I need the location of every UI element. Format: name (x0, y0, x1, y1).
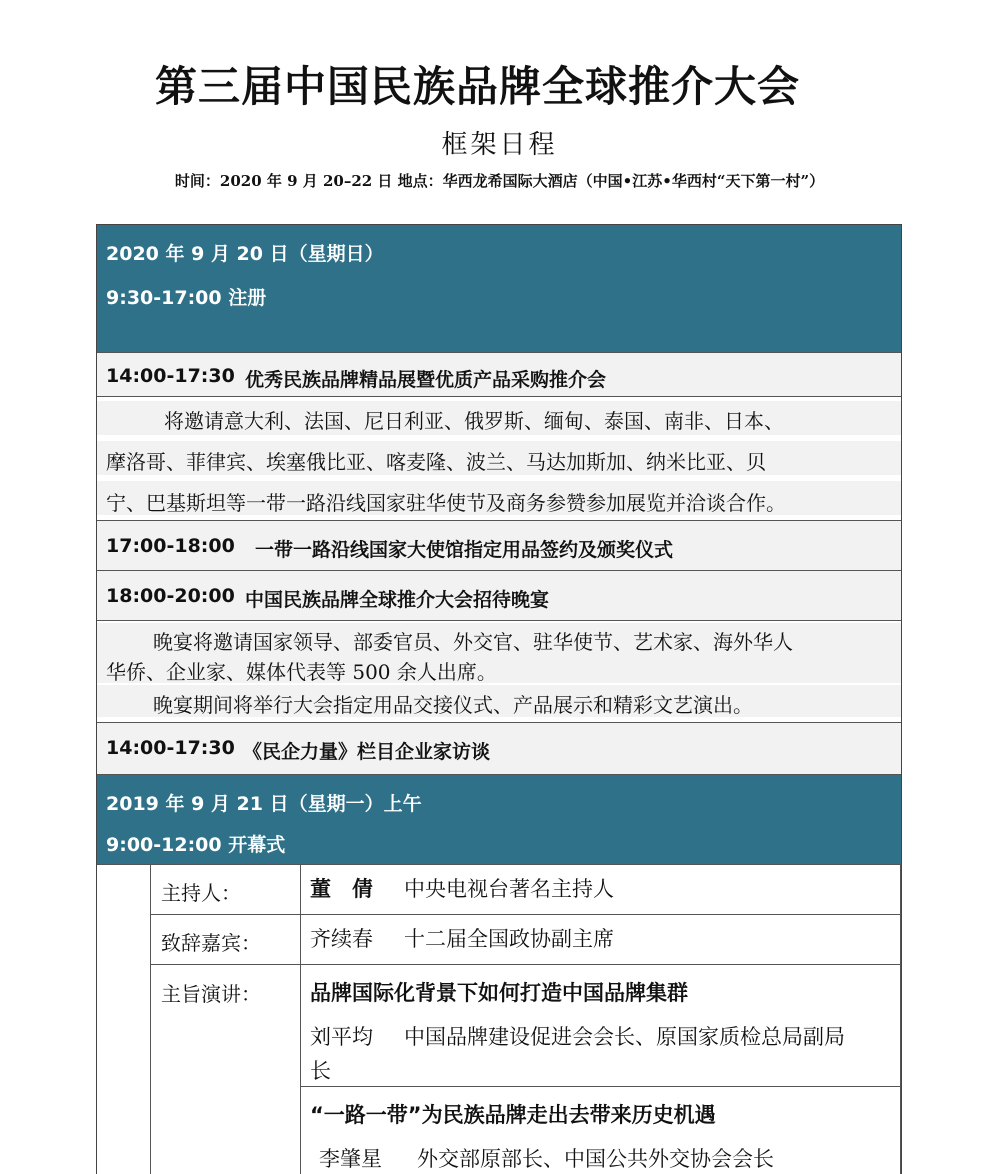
day2-date: 2019 年 9 月 21 日（星期一）上午 (106, 793, 422, 815)
speaker-title: 中国品牌建设促进会会长、原国家质检总局副局 (404, 1025, 845, 1049)
desc-line: 华侨、企业家、媒体代表等 500 余人出席。 (106, 660, 497, 684)
desc-line: 晚宴将邀请国家领导、部委官员、外交官、驻华使节、艺术家、海外华人 (153, 630, 793, 654)
talk-2 (301, 1087, 901, 1174)
item-time: 18:00-20:00 (106, 585, 235, 607)
item-title: 中国民族品牌全球推介大会招待晚宴 (245, 589, 550, 611)
page-title: 第三届中国民族品牌全球推介大会 (154, 62, 800, 111)
speaker-title: 外交部原部长、中国公共外交协会会长 (417, 1147, 774, 1171)
item-time: 14:00-17:30 (106, 365, 235, 387)
day2-opening: 9:00-12:00 开幕式 (106, 834, 286, 856)
host-label: 主持人： (161, 881, 241, 905)
schedule-item (97, 521, 901, 571)
speaker-title-cont: 长 (310, 1059, 331, 1083)
speaker-name: 李肇星 (319, 1147, 382, 1171)
schedule-item (97, 353, 901, 397)
item-title: 一带一路沿线国家大使馆指定用品签约及颁奖仪式 (255, 539, 674, 561)
page-subtitle: 框架日程 (441, 130, 558, 160)
item-description (97, 621, 901, 723)
event-time-location: 时间：2020 年 9 月 20–22 日 地点：华西龙希国际大酒店（中国•江苏•华西村“天下第一村”） (174, 172, 825, 190)
desc-line: 将邀请意大利、法国、尼日利亚、俄罗斯、缅甸、泰国、南非、日本、 (164, 409, 784, 433)
item-title: 优秀民族品牌精品展暨优质产品采购推介会 (245, 369, 607, 391)
day1-registration: 9:30-17:00 注册 (106, 287, 267, 309)
host-title: 中央电视台著名主持人 (404, 877, 614, 901)
talk-1 (301, 965, 901, 1087)
desc-line: 摩洛哥、菲律宾、埃塞俄比亚、喀麦隆、波兰、马达加斯加、纳米比亚、贝 (106, 450, 766, 474)
desc-line: 宁、巴基斯坦等一带一路沿线国家驻华使节及商务参赞参加展览并洽谈合作。 (106, 491, 786, 515)
desc-line: 晚宴期间将举行大会指定用品交接仪式、产品展示和精彩文艺演出。 (153, 693, 753, 717)
item-time: 14:00-17:30 (106, 737, 235, 759)
talk-title: 品牌国际化背景下如何打造中国品牌集群 (310, 981, 688, 1005)
schedule-item (97, 571, 901, 621)
day2-header (97, 775, 901, 865)
keynote-label: 主旨演讲： (161, 982, 261, 1006)
day1-date: 2020 年 9 月 20 日（星期日） (106, 243, 384, 265)
host-name: 董 倩 (310, 877, 373, 901)
guest-name: 齐续春 (310, 927, 373, 951)
item-time: 17:00-18:00 (106, 535, 235, 557)
item-description (97, 397, 901, 521)
schedule-table (96, 224, 902, 1174)
guest-title: 十二届全国政协副主席 (404, 927, 614, 951)
item-title: 《民企力量》栏目企业家访谈 (243, 741, 491, 763)
speaker-name: 刘平均 (310, 1025, 373, 1049)
indent-column (97, 865, 151, 1174)
guest-label: 致辞嘉宾： (161, 931, 261, 955)
schedule-item (97, 723, 901, 775)
talk-title: “一路一带”为民族品牌走出去带来历史机遇 (310, 1103, 716, 1127)
day1-header (97, 225, 901, 353)
